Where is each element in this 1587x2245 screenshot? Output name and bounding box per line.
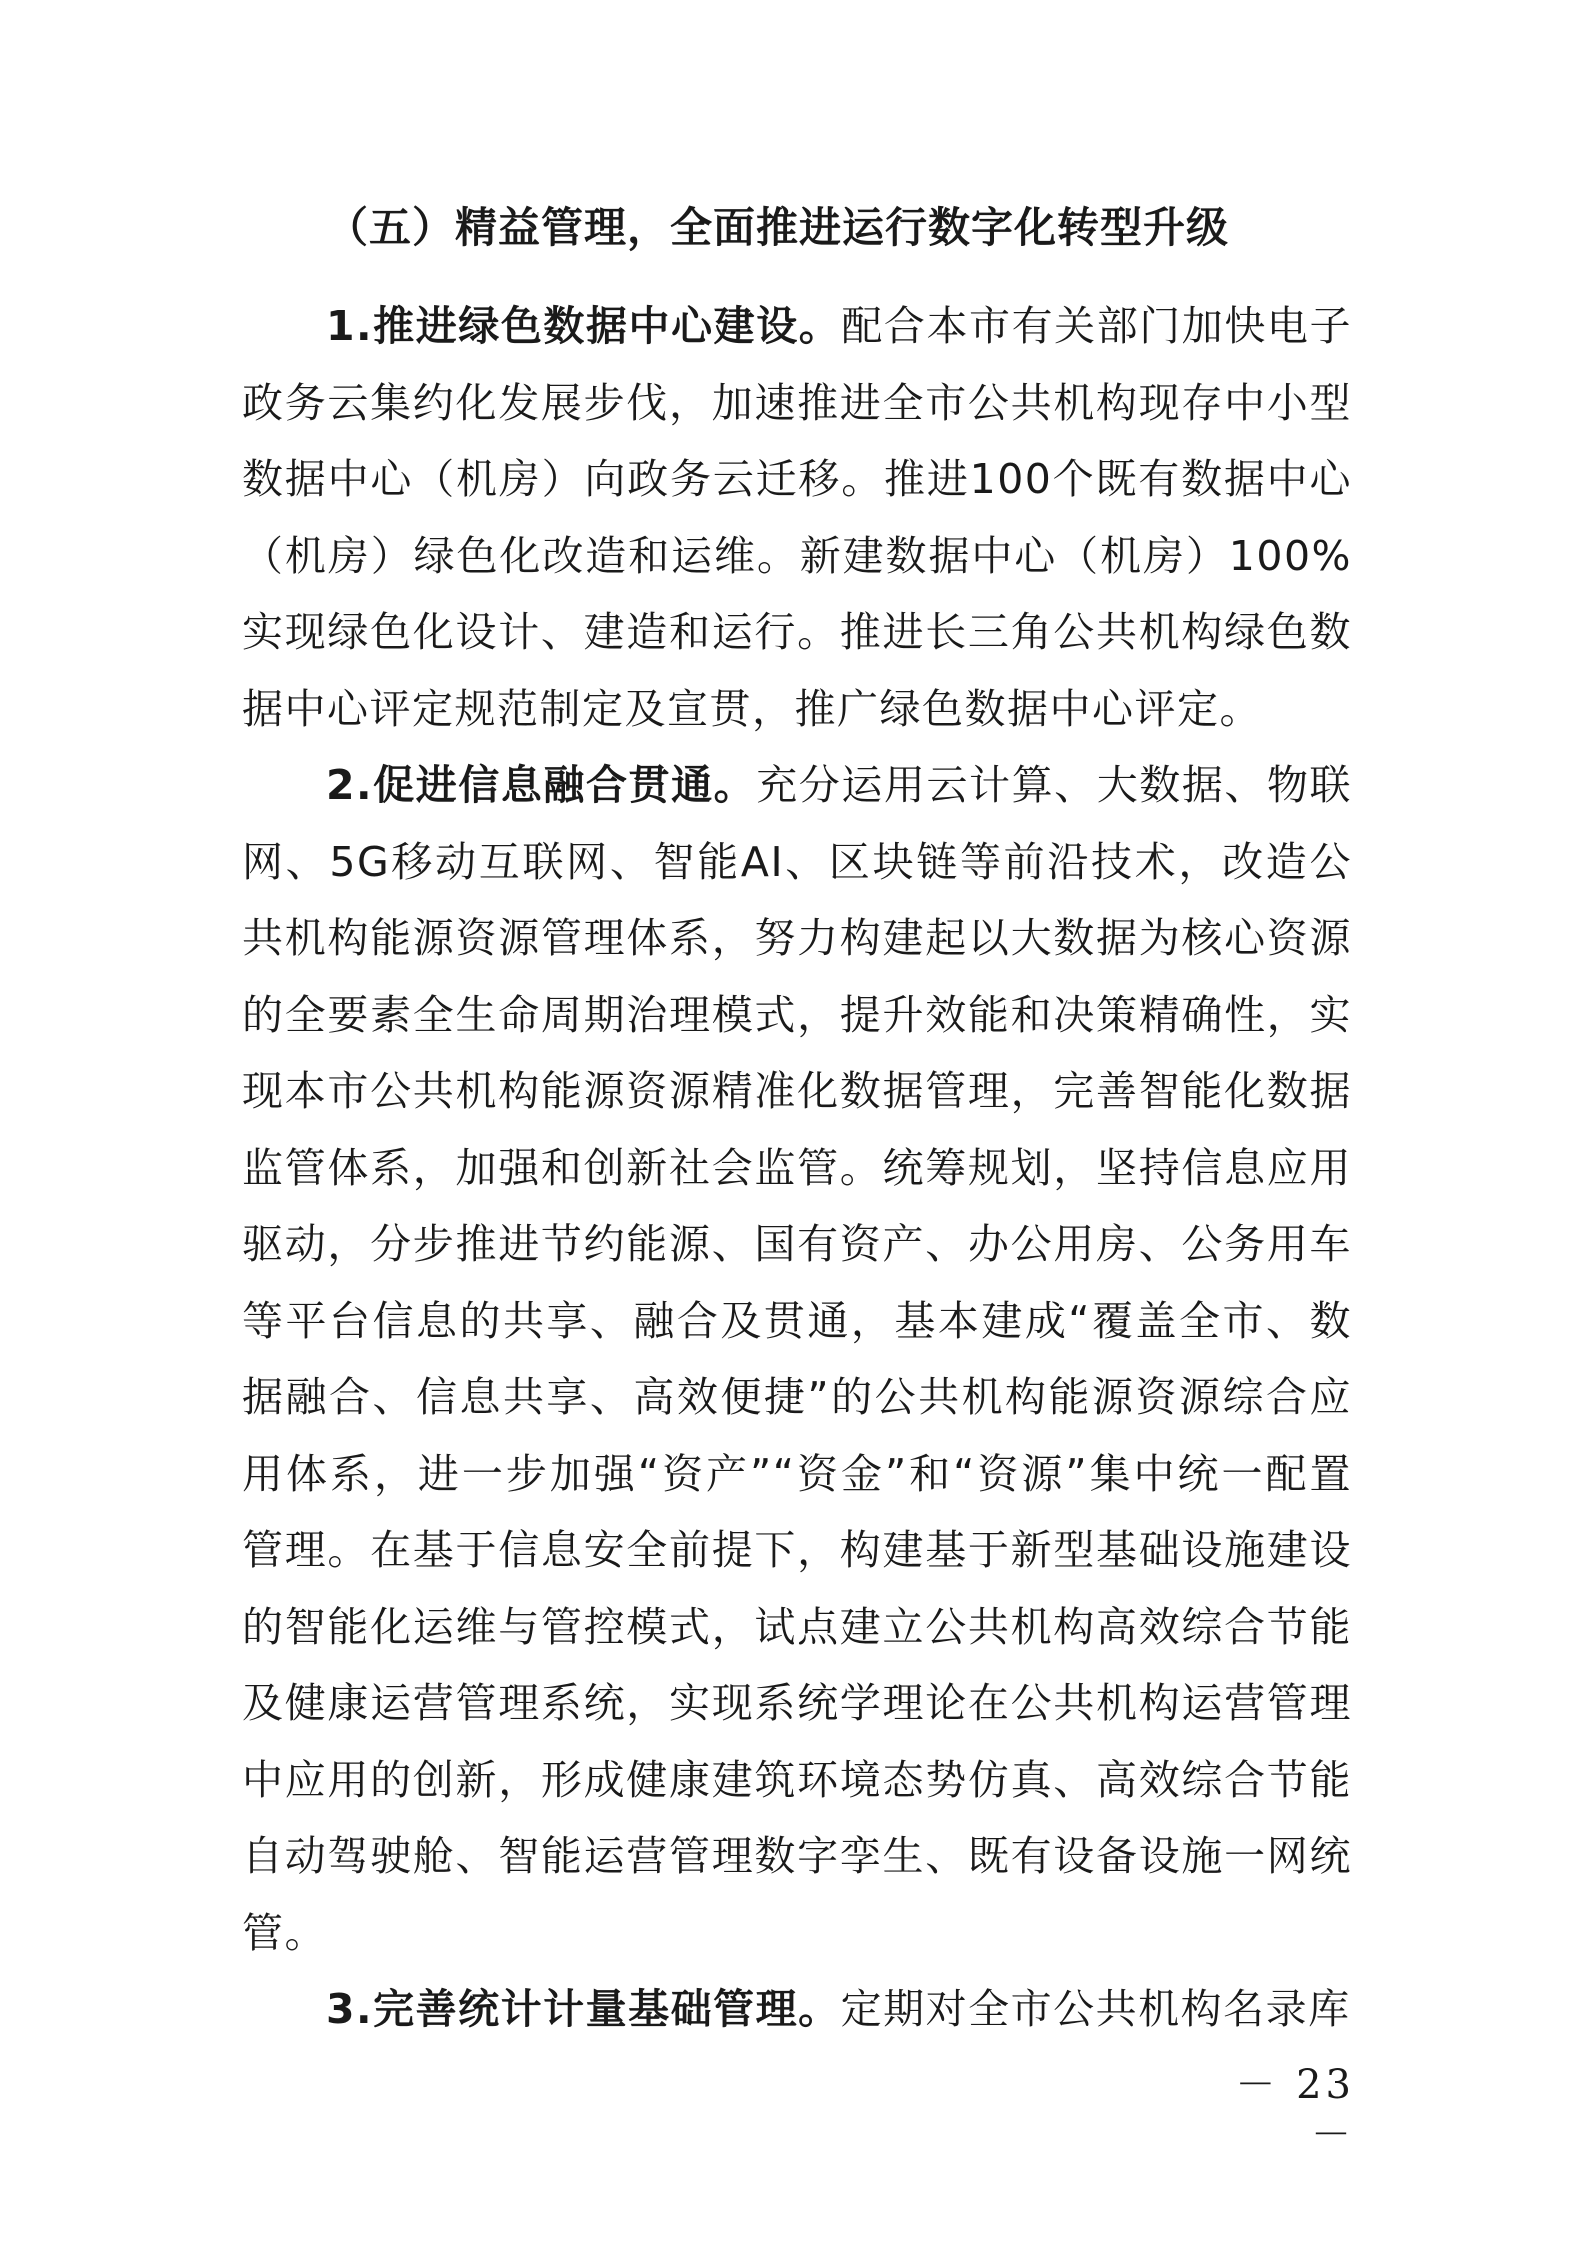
paragraph-2-lead: 2.促进信息融合贯通。	[326, 761, 757, 809]
paragraph-3-lead: 3.完善统计计量基础管理。	[326, 1985, 841, 2033]
section-heading: （五）精益管理，全面推进运行数字化转型升级	[326, 203, 1230, 252]
paragraph-2-text: 充分运用云计算、大数据、物联网、5G移动互联网、智能AI、区块链等前沿技术，改造公共机构能源资源管理体系，努力构建起以大数据为核心资源的全要素全生命周期治理模式，提升效能和决策精确性，实现本市公共机构能源资源精准化数据管理，完善智能化数据监管体系，加强和创新社会监管。统筹规划，坚持信息应用驱动，分步推进节约能源、国有资产、办公用房、公务用车等平台信息的共享、融合及贯通，基本建成“覆盖全市、数据融合、信息共享、高效便捷”的公共机构能源资源综合应用体系，进一步加强“资产”“资金”和“资源”集中统一配置管理。在基于信息安全前提下，构建基于新型基础设施建设的智能化运维与管控模式，试点建立公共机构高效综合节能及健康运营管理系统，实现系统学理论在公共机构运营管理中应用的创新，形成健康建筑环境态势仿真、高效综合节能自动驾驶舱、智能运营管理数字孪生、既有设备设施一网统管。	[242, 761, 1353, 1957]
paragraph-3-text: 定期对全市公共机构名录库	[840, 1985, 1351, 2033]
paragraph-1-text: 配合本市有关部门加快电子政务云集约化发展步伐，加速推进全市公共机构现存中小型数据中心（机房）向政务云迁移。推进100个既有数据中心（机房）绿色化改造和运维。新建数据中心（机房）100%实现绿色化设计、建造和运行。推进长三角公共机构绿色数据中心评定规范制定及宣贯，推广绿色数据中心评定。	[242, 302, 1352, 733]
paragraph-1-lead: 1.推进绿色数据中心建设。	[326, 302, 842, 350]
page-number: － 23 －	[1235, 2062, 1355, 2158]
paragraph-2	[242, 747, 1352, 1971]
paragraph-3	[242, 1971, 1352, 2048]
document-body	[242, 198, 1352, 2048]
paragraph-1	[242, 288, 1352, 747]
